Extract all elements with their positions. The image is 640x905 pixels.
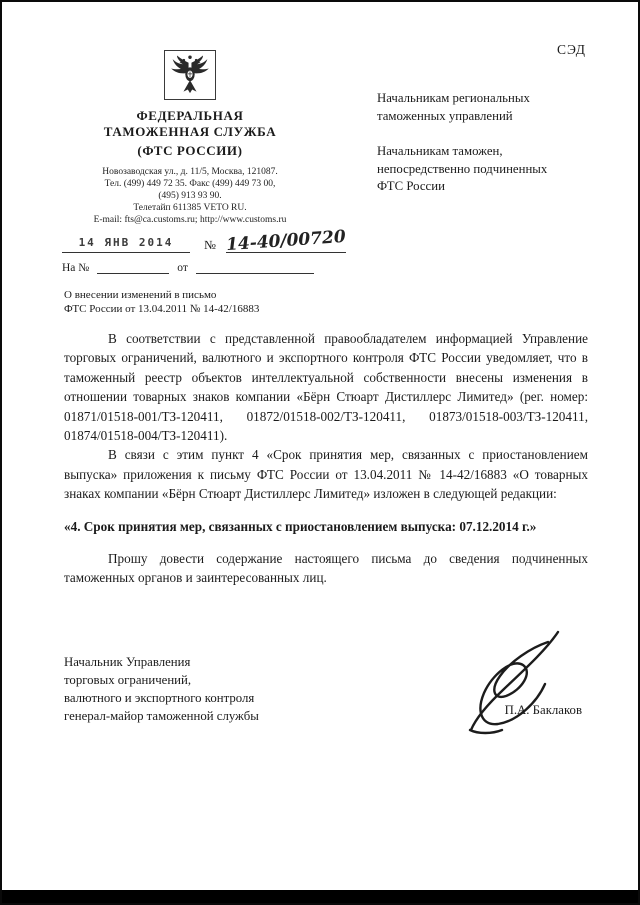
letter-body [64, 329, 588, 588]
sed-label: СЭД [557, 42, 586, 57]
recipient-line: непосредственно подчиненных [377, 161, 548, 176]
reference-row [62, 226, 347, 256]
signatory-title-line: торговых ограничений, [64, 673, 192, 687]
number-sign: № [204, 238, 216, 252]
body-paragraph-1: В соответствии с представленной правообладателем информацией Управление торговых ограничений, валютного и экспортного контроля ФТС России уведомляет, что в таможенный реестр объектов интеллектуальной собственности внесены изменения в отношении товарных знаков компании «Бёрн Стюарт Дистиллерс Лимитед» (рег. номер: 01871/01518-001/ТЗ-120411, 01872/01518-002/ТЗ-120411, 01873/01518-003/ТЗ-120411, 01874/01518-004/ТЗ-120411). [64, 331, 588, 444]
org-address-line: E-mail: fts@ca.customs.ru; http://www.customs.ru [93, 215, 287, 225]
emblem-box [164, 50, 216, 100]
scan-artifact-bottom-bar [2, 890, 638, 903]
signatory-title-line: генерал-майор таможенной службы [64, 709, 259, 723]
body-paragraph-2: В связи с этим пункт 4 «Срок принятия мер, связанных с приостановлением выпуска» приложения к письму ФТС России от 13.04.2011 № 14-42/16883 «О товарных знаках компании «Бёрн Стюарт Дистиллерс Лимитед» изложен в следующей редакции: [64, 447, 588, 502]
org-address-line: Тел. (499) 449 72 35. Факс (499) 449 73 00, [104, 179, 276, 189]
recipient-line: таможенных управлений [377, 108, 513, 123]
reply-reference-row [62, 262, 314, 274]
subject-line: ФТС России от 13.04.2011 № 14-42/16883 [64, 303, 260, 315]
org-name [60, 108, 320, 159]
reply-label: На № [62, 262, 90, 274]
recipient-line: Начальникам региональных [377, 91, 530, 105]
subject-block [64, 288, 344, 316]
letterhead [60, 50, 320, 226]
body-paragraph-4: Прошу довести содержание настоящего письма до сведения подчиненных таможенных органов и заинтересованных лиц. [64, 551, 588, 586]
date-stamp: 14 ЯНВ 2014 [78, 236, 174, 249]
signatory-title-block [64, 653, 374, 725]
reply-from-label: от [177, 262, 188, 274]
signatory-name: П.А. Баклаков [504, 703, 582, 717]
org-address [60, 166, 320, 226]
recipient-group-1 [377, 90, 612, 125]
date-blank-line [62, 233, 190, 253]
number-blank-line [225, 226, 347, 256]
org-name-line: ФЕДЕРАЛЬНАЯ [136, 108, 244, 123]
recipients-block [377, 90, 612, 214]
signatory-title-line: Начальник Управления [64, 655, 191, 669]
recipient-line: Начальникам таможен, [377, 144, 503, 158]
handwritten-letter-number: 14-40/00720 [225, 226, 347, 256]
subject-line: О внесении изменений в письмо [64, 289, 217, 301]
signatory-title-line: валютного и экспортного контроля [64, 691, 255, 705]
reply-date-blank [196, 273, 314, 274]
signature-stroke-icon [426, 626, 586, 746]
reply-number-blank [97, 273, 169, 274]
org-address-line: Телетайп 611385 VETO RU. [133, 203, 247, 213]
org-address-line: Новозаводская ул., д. 11/5, Москва, 121087. [102, 167, 278, 177]
handwritten-signature [426, 626, 586, 751]
coat-of-arms-icon [168, 54, 212, 96]
org-address-line: (495) 913 93 90. [158, 191, 222, 201]
recipient-group-2 [377, 143, 612, 196]
org-name-line: (ФТС РОССИИ) [137, 143, 243, 158]
org-name-line: ТАМОЖЕННАЯ СЛУЖБА [103, 124, 277, 139]
recipient-line: ФТС России [377, 179, 445, 193]
body-paragraph-3-bold: «4. Срок принятия мер, связанных с приостановлением выпуска: 07.12.2014 г.» [64, 518, 537, 534]
